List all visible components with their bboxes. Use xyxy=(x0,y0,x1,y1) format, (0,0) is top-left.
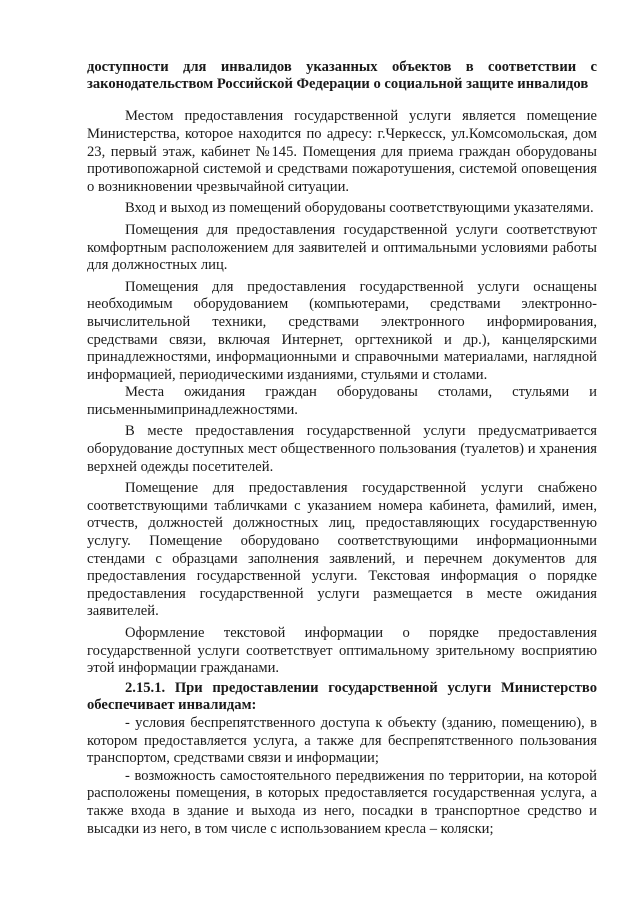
paragraph-location: Местом предоставления государственной услуги является помещение Министерства, которое находится по адресу: г.Черкесск, ул.Комсомольская, дом 23, первый этаж, кабинет №145. Помещения для приема граждан оборудованы противопожарной системой и средствами пожаротушения, системой оповещения о возникновении чрезвычайной ситуации. xyxy=(87,108,597,195)
paragraph-text-info: Оформление текстовой информации о порядке предоставления государственной услуги соответствует оптимальному зрительному восприятию этой информации гражданами. xyxy=(87,625,597,677)
paragraph-waiting-area: Места ожидания граждан оборудованы столами, стульями и письменнымипринадлежностями. xyxy=(87,384,597,418)
paragraph-signage: Помещение для предоставления государственной услуги снабжено соответствующими табличками с указанием номера кабинета, фамилий, имен, отчеств, должностей должностных лиц, предоставляющих государственную услугу. Помещение оборудовано соответствующими информационными стендами с образцами заполнения заявлений, и перечнем документов для предоставления государственной услуги. Текстовая информация о порядке предоставления государственной услуги размещается в месте ожидания заявителей. xyxy=(87,480,597,620)
paragraph-equipment: Помещения для предоставления государственной услуги оснащены необходимым оборудованием (компьютерами, средствами электронно-вычислительной техники, средствами электронного информирования, средствами связи, включая Интернет, оргтехникой и др.), канцелярскими принадлежностями, информационными и справочными материалами, наглядной информацией, периодическими изданиями, стульями и столами. xyxy=(87,278,597,383)
paragraph-entrance: Вход и выход из помещений оборудованы соответствующими указателями. xyxy=(125,200,594,217)
list-item: - возможность самостоятельного передвижения по территории, на которой расположены помещения, в которых предоставляется государственная услуга, а также входа в здание и выхода из него, посадки в транспортное средство и высадки из него, в том числе с использованием кресла – коляски; xyxy=(87,767,597,837)
list-item: - условия беспрепятственного доступа к объекту (зданию, помещению), в котором предоставляется услуга, а также для беспрепятственного пользования транспортом, средствами связи и информации; xyxy=(87,714,597,767)
paragraph-public-facilities: В месте предоставления государственной услуги предусматривается оборудование доступных мест общественного пользования (туалетов) и хранения верхней одежды посетителей. xyxy=(87,423,597,475)
document-page xyxy=(87,44,597,838)
intro-heading: доступности для инвалидов указанных объектов в соответствии с законодательством Российской Федерации о социальной защите инвалидов xyxy=(87,58,597,93)
paragraph-comfort: Помещения для предоставления государственной услуги соответствуют комфортным расположением для заявителей и оптимальными условиями работы для должностных лиц. xyxy=(87,221,597,274)
section-heading-2-15-1: 2.15.1. При предоставлении государственной услуги Министерство обеспечивает инвалидам: xyxy=(87,679,597,714)
